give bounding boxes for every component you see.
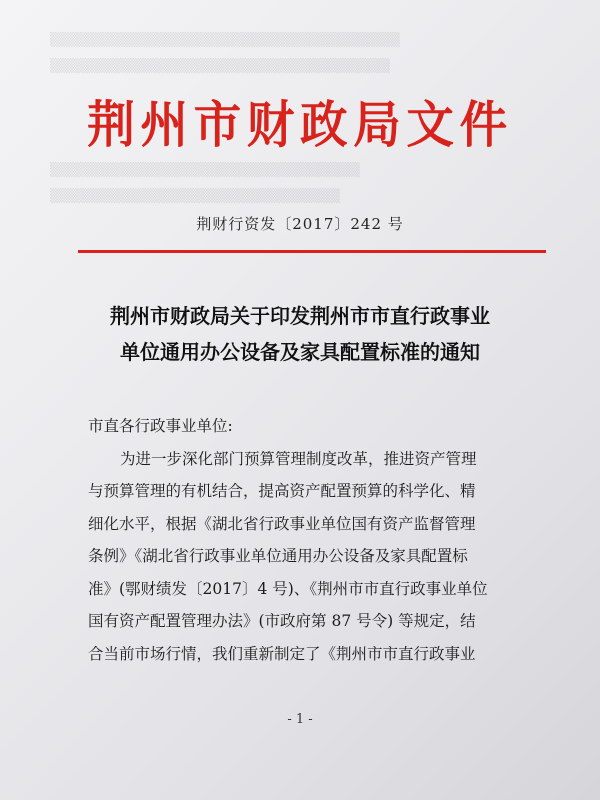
- page-number: - 1 -: [287, 712, 313, 727]
- body-line: 为进一步深化部门预算管理制度改革，推进资产管理: [120, 449, 477, 468]
- body-line: 国有资产配置管理办法》(市政府第 87 号令) 等规定，结: [88, 612, 476, 630]
- addressee: 市直各行政事业单位:: [88, 417, 233, 435]
- body-line: 细化水平，根据《湖北省行政事业单位国有资产监督管理: [88, 514, 476, 533]
- red-divider-line: [78, 250, 546, 253]
- body-line: 合当前市场行情，我们重新制定了《荆州市市直行政事业: [88, 644, 476, 663]
- body-line: 准》(鄂财绩发〔2017〕4 号)、《荆州市市直行政事业单位: [88, 579, 488, 598]
- document-number: 荆财行资发〔2017〕242 号: [196, 215, 404, 233]
- notice-body: [88, 410, 518, 670]
- notice-title-line: 单位通用办公设备及家具配置标准的通知: [120, 340, 480, 364]
- body-line: 与预算管理的有机结合，提高资产配置预算的科学化、精: [88, 482, 476, 500]
- body-line: 条例》《湖北省行政事业单位通用办公设备及家具配置标: [88, 547, 468, 565]
- notice-title-line: 荆州市财政局关于印发荆州市市直行政事业: [110, 304, 490, 328]
- issuing-authority-heading: 荆州市财政局文件: [87, 96, 513, 154]
- show-through-text: ▒▒▒▒▒▒▒▒▒▒▒▒▒▒▒▒▒▒▒▒▒▒▒▒▒▒▒▒▒▒▒▒▒▒▒ ▒▒▒▒▒▒▒▒▒▒▒▒▒▒▒▒▒▒▒▒▒▒▒▒▒▒▒▒▒▒▒▒▒▒ ▒▒▒▒▒▒▒▒▒▒▒▒▒▒▒▒▒▒▒▒▒▒▒▒▒▒▒▒▒▒▒ ▒▒▒▒▒▒▒▒▒▒▒▒▒▒▒▒▒▒▒▒▒▒▒▒▒▒▒▒▒: [50, 33, 400, 204]
- notice-title: [0, 298, 600, 370]
